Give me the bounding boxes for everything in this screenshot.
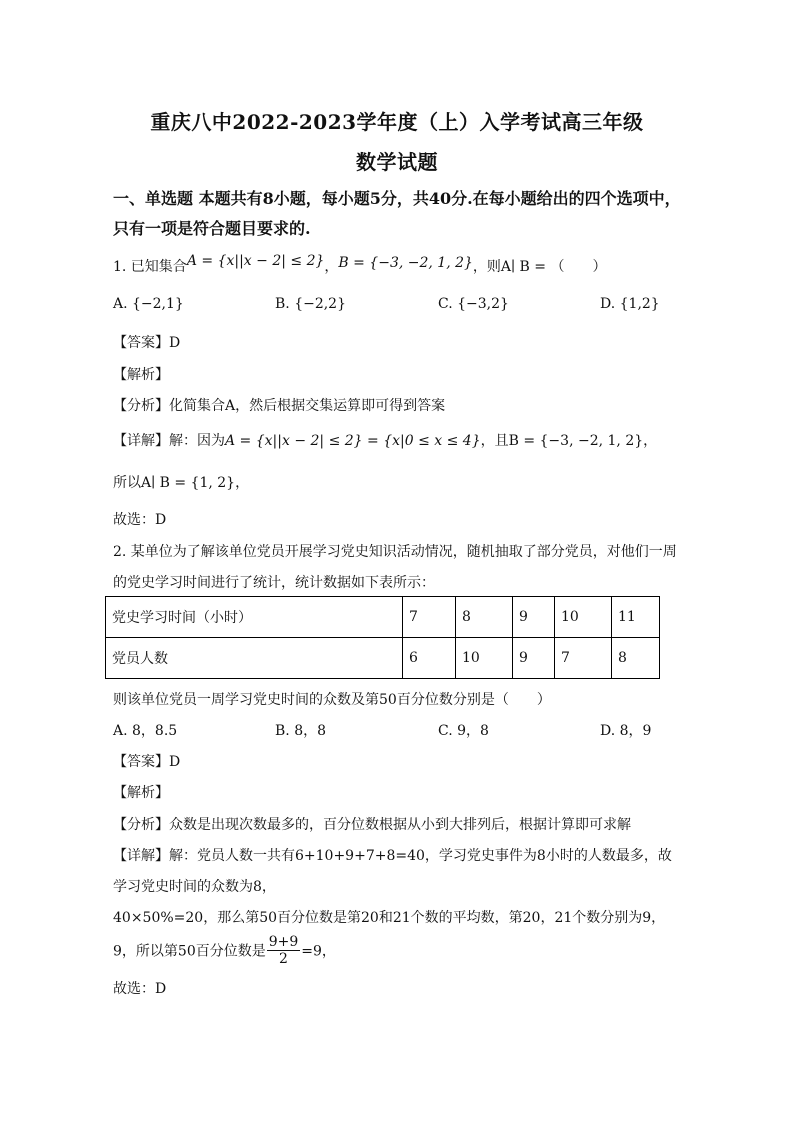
q2-fenxi: 【分析】众数是出现次数最多的，百分位数根据从小到大排列后，根据计算即可求解: [113, 817, 631, 833]
q2-option-b: B. 8，8: [275, 723, 327, 739]
q1-choose: 故选：D: [113, 512, 167, 528]
q2-stem-line2: 的党史学习时间进行了统计，统计数据如下表所示：: [113, 575, 435, 591]
q1-detail-suffix: ，且B = {−3, −2, 1, 2}，: [480, 433, 658, 449]
q1-detail: [113, 430, 657, 450]
q1-option-c: C. {−3,2}: [438, 296, 509, 312]
q2-detail4-suffix: =9，: [301, 943, 336, 960]
section-heading-line1: 一、单选题 本题共有8小题，每小题5分，共40分.在每小题给出的四个选项中，: [113, 189, 681, 208]
table-cell: 9: [513, 597, 555, 638]
q2-detail-line2: 学习党史时间的众数为8，: [113, 879, 276, 895]
q2-detail-line3: 40×50%=20，那么第50百分位数是第20和21个数的平均数，第20，21个数分别为9，: [113, 910, 666, 926]
q1-detail-math: A = {x||x − 2| ≤ 2} = {x|0 ≤ x ≤ 4}: [225, 433, 481, 449]
q2-detail-line4: [113, 934, 336, 967]
section-heading-line2: 只有一项是符合题目要求的.: [113, 219, 311, 238]
table-cell: 党员人数: [106, 638, 403, 679]
table-cell: 9: [513, 638, 555, 679]
q1-analysis-label: 【解析】: [113, 367, 169, 383]
q2-option-c: C. 9，8: [438, 723, 489, 739]
table-cell: 7: [403, 597, 456, 638]
q2-question: 则该单位党员一周学习党史时间的众数及第50百分位数分别是（ ）: [113, 692, 551, 708]
q2-frac-numerator: 9+9: [268, 934, 299, 950]
q1-option-b: B. {−2,2}: [275, 296, 346, 312]
q2-data-table: [105, 596, 660, 679]
q2-stem-line1: 2. 某单位为了解该单位党员开展学习党史知识活动情况，随机抽取了部分党员，对他们一周: [113, 544, 677, 560]
q1-set-b: B = {−3, −2, 1, 2}: [338, 255, 473, 271]
q2-detail-line1: 【详解】解：党员人数一共有6+10+9+7+8=40，学习党史事件为8小时的人数最多，故: [113, 848, 672, 864]
q2-frac-denominator: 2: [279, 951, 288, 967]
table-cell: 10: [456, 638, 513, 679]
q2-option-d: D. 8，9: [600, 723, 652, 739]
page-subtitle: 数学试题: [356, 150, 438, 174]
table-cell: 党史学习时间（小时）: [106, 597, 403, 638]
q1-option-a: A. {−2,1}: [113, 296, 184, 312]
q2-option-a: A. 8，8.5: [113, 723, 178, 739]
q1-set-a: A = {x||x − 2| ≤ 2}: [186, 253, 325, 269]
q1-suffix: ，则A∣ B = （ ）: [472, 259, 607, 275]
table-cell: 8: [456, 597, 513, 638]
table-cell: 7: [555, 638, 612, 679]
table-row: [106, 597, 660, 638]
table-cell: 11: [612, 597, 660, 638]
q1-so: 所以A∣ B = {1, 2}，: [113, 475, 250, 491]
q2-fraction: [267, 934, 301, 967]
table-row: [106, 638, 660, 679]
q2-detail4-prefix: 9，所以第50百分位数是: [113, 943, 266, 960]
q2-choose: 故选：D: [113, 981, 167, 997]
table-cell: 6: [403, 638, 456, 679]
q2-analysis-label: 【解析】: [113, 785, 169, 801]
table-cell: 8: [612, 638, 660, 679]
q2-answer: 【答案】D: [113, 754, 181, 770]
q1-answer: 【答案】D: [113, 335, 181, 351]
q1-fenxi: 【分析】化简集合A，然后根据交集运算即可得到答案: [113, 398, 446, 414]
q1-prefix: 1. 已知集合: [113, 259, 187, 275]
page-title: 重庆八中2022-2023学年度（上）入学考试高三年级: [150, 110, 644, 134]
q1-sep: ，: [324, 259, 339, 275]
q1-option-d: D. {1,2}: [600, 296, 660, 312]
table-cell: 10: [555, 597, 612, 638]
q1-detail-prefix: 【详解】解：因为: [113, 433, 225, 449]
q1-stem: [113, 253, 607, 276]
